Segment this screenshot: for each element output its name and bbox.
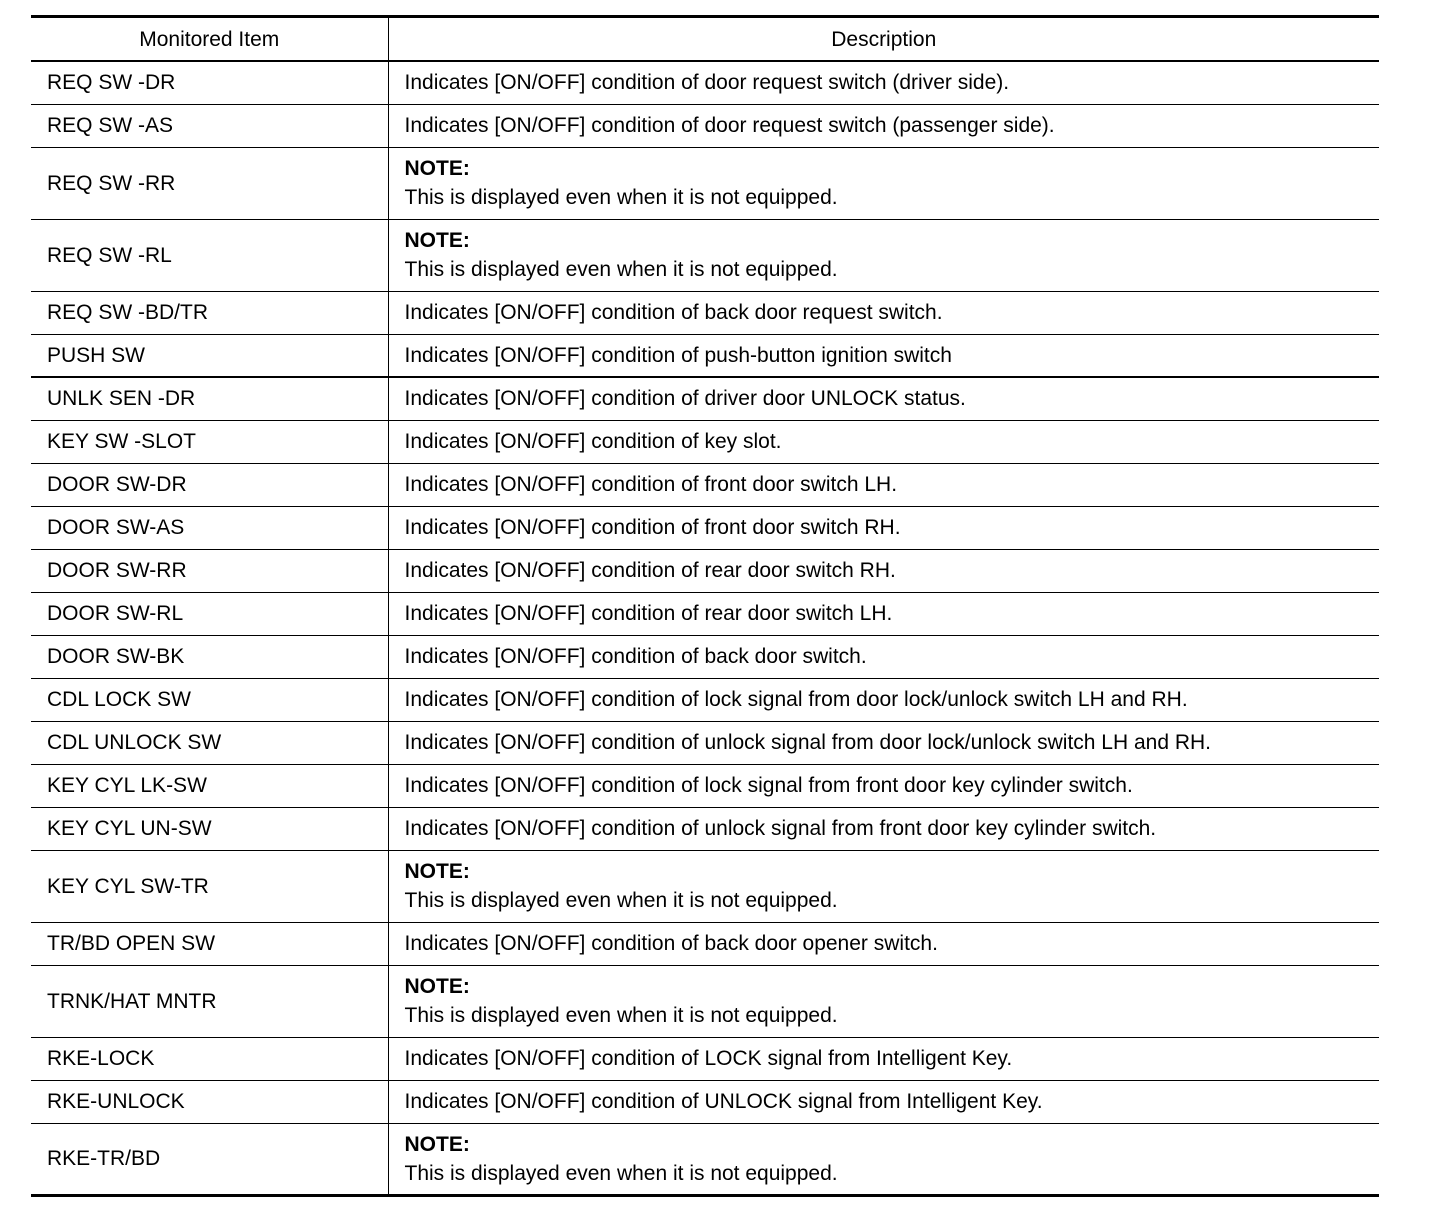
description-cell: Indicates [ON/OFF] condition of door request switch (passenger side). <box>404 114 1055 137</box>
monitored-item-cell: REQ SW -RR <box>31 147 388 219</box>
note-text: This is displayed even when it is not equipped. <box>404 258 838 281</box>
monitored-item-cell: KEY SW -SLOT <box>31 420 388 463</box>
description-cell <box>388 219 1379 291</box>
monitored-item-cell: KEY CYL SW-TR <box>31 850 388 922</box>
monitored-item-cell: KEY CYL UN-SW <box>31 807 388 850</box>
note-text: This is displayed even when it is not equipped. <box>404 889 838 912</box>
description-cell <box>388 1123 1379 1195</box>
monitored-item-cell: CDL LOCK SW <box>31 678 388 721</box>
description-cell: Indicates [ON/OFF] condition of lock signal from door lock/unlock switch LH and RH. <box>404 688 1188 711</box>
table-row <box>31 807 1379 850</box>
table-row <box>31 219 1379 291</box>
monitored-item-cell: RKE-TR/BD <box>31 1123 388 1195</box>
description-cell: Indicates [ON/OFF] condition of door request switch (driver side). <box>404 71 1010 95</box>
description-cell: Indicates [ON/OFF] condition of lock signal from front door key cylinder switch. <box>404 774 1133 797</box>
description-cell: Indicates [ON/OFF] condition of unlock signal from front door key cylinder switch. <box>404 817 1157 840</box>
header-monitored-item: Monitored Item <box>31 17 388 62</box>
description-cell: Indicates [ON/OFF] condition of rear door switch RH. <box>404 559 896 582</box>
monitored-item-cell: DOOR SW-RR <box>31 549 388 592</box>
monitored-item-cell: REQ SW -AS <box>31 104 388 147</box>
table-row <box>31 922 1379 965</box>
monitored-item-cell: REQ SW -DR <box>31 61 388 104</box>
description-cell: Indicates [ON/OFF] condition of driver door UNLOCK status. <box>404 387 966 411</box>
table-row <box>31 506 1379 549</box>
table-row <box>31 965 1379 1037</box>
table-row <box>31 147 1379 219</box>
monitored-item-cell: REQ SW -RL <box>31 219 388 291</box>
table-row <box>31 678 1379 721</box>
monitored-item-cell: RKE-LOCK <box>31 1037 388 1080</box>
note-label: NOTE: <box>404 1132 470 1156</box>
note-label: NOTE: <box>404 975 470 998</box>
monitored-item-cell: RKE-UNLOCK <box>31 1080 388 1123</box>
table-row <box>31 463 1379 506</box>
table-row <box>31 592 1379 635</box>
monitored-item-cell: TR/BD OPEN SW <box>31 922 388 965</box>
table-row <box>31 377 1379 420</box>
description-cell: Indicates [ON/OFF] condition of push-button ignition switch <box>404 343 952 367</box>
description-cell: Indicates [ON/OFF] condition of front door switch LH. <box>404 473 898 496</box>
description-cell: Indicates [ON/OFF] condition of back door request switch. <box>404 301 943 324</box>
table-row <box>31 1123 1379 1195</box>
table-row <box>31 721 1379 764</box>
description-cell <box>388 965 1379 1037</box>
description-cell: Indicates [ON/OFF] condition of front door switch RH. <box>404 516 901 539</box>
description-cell: Indicates [ON/OFF] condition of back door opener switch. <box>404 932 938 955</box>
note-text: This is displayed even when it is not equipped. <box>404 186 838 209</box>
description-cell: Indicates [ON/OFF] condition of unlock signal from door lock/unlock switch LH and RH. <box>404 731 1212 754</box>
table-row <box>31 1080 1379 1123</box>
description-cell: Indicates [ON/OFF] condition of LOCK signal from Intelligent Key. <box>404 1047 1013 1070</box>
table-row <box>31 420 1379 463</box>
table-row <box>31 635 1379 678</box>
table-row <box>31 334 1379 377</box>
monitor-item-table <box>31 15 1379 1197</box>
description-cell <box>388 850 1379 922</box>
monitored-item-cell: REQ SW -BD/TR <box>31 291 388 334</box>
monitored-item-cell: DOOR SW-BK <box>31 635 388 678</box>
monitored-item-cell: UNLK SEN -DR <box>31 377 388 420</box>
table-row <box>31 549 1379 592</box>
monitored-item-cell: PUSH SW <box>31 334 388 377</box>
table-row <box>31 291 1379 334</box>
note-label: NOTE: <box>404 860 470 883</box>
table-row <box>31 61 1379 104</box>
monitored-item-cell: TRNK/HAT MNTR <box>31 965 388 1037</box>
monitored-item-cell: DOOR SW-AS <box>31 506 388 549</box>
monitored-item-cell: KEY CYL LK-SW <box>31 764 388 807</box>
monitored-item-cell: CDL UNLOCK SW <box>31 721 388 764</box>
table-row <box>31 764 1379 807</box>
table-row <box>31 104 1379 147</box>
description-cell <box>388 147 1379 219</box>
note-label: NOTE: <box>404 229 470 252</box>
table-row <box>31 1037 1379 1080</box>
monitored-item-cell: DOOR SW-DR <box>31 463 388 506</box>
table-body <box>31 61 1379 1195</box>
description-cell: Indicates [ON/OFF] condition of key slot. <box>404 430 782 453</box>
description-cell: Indicates [ON/OFF] condition of back door switch. <box>404 645 867 668</box>
header-description: Description <box>388 17 1379 62</box>
monitor-table-container <box>31 15 1379 1197</box>
table-row <box>31 850 1379 922</box>
monitored-item-cell: DOOR SW-RL <box>31 592 388 635</box>
note-text: This is displayed even when it is not equipped. <box>404 1004 838 1027</box>
note-label: NOTE: <box>404 157 470 180</box>
description-cell: Indicates [ON/OFF] condition of UNLOCK signal from Intelligent Key. <box>404 1090 1043 1113</box>
table-header-row <box>31 17 1379 62</box>
description-cell: Indicates [ON/OFF] condition of rear door switch LH. <box>404 602 893 625</box>
note-text: This is displayed even when it is not equipped. <box>404 1161 838 1185</box>
